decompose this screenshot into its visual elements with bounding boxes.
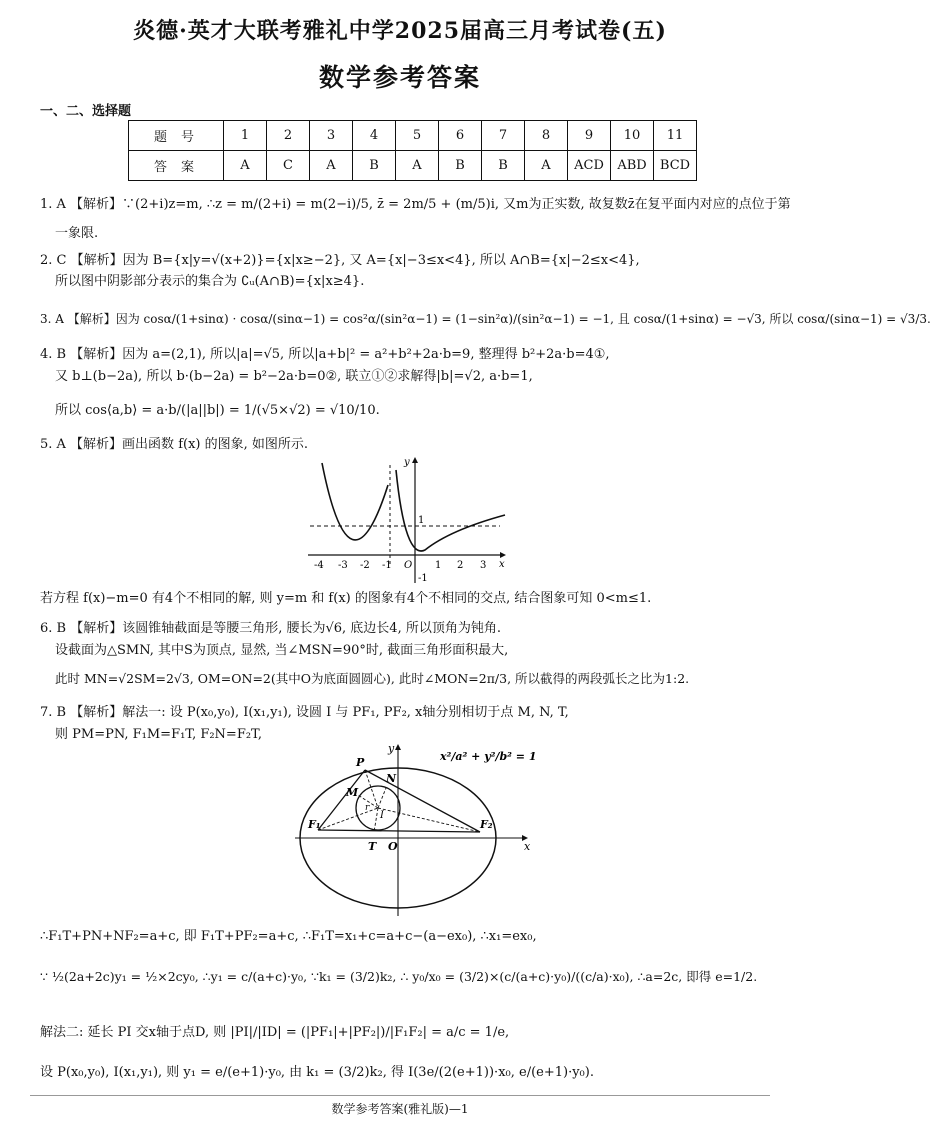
answer-cell: ABD xyxy=(611,151,654,181)
point-label-f2: F₂ xyxy=(480,818,493,831)
document-subtitle: 数学参考答案 xyxy=(318,63,481,92)
radius-to-t xyxy=(374,808,378,832)
curve-left-branch xyxy=(322,463,388,540)
answer-cell: B xyxy=(439,151,482,181)
x-tick-label: -2 xyxy=(360,560,370,571)
x-axis-arrow xyxy=(500,552,506,558)
solution-3-line-1: 3. A 【解析】因为 cosα/(1+sinα) · cosα/(sinα−1) = cos²α/(sin²α−1) = (1−sin²α)/(sin²α−1) = −1, 且 cosα/(1+sinα) = −√3, 所以 cosα/(sinα−1) = √3/3. xyxy=(40,312,931,326)
section-heading: 一、二、选择题 xyxy=(40,104,132,119)
origin-label: O xyxy=(404,560,413,571)
solution-5-line-2: 若方程 f(x)−m=0 有4个不相同的解, 则 y=m 和 f(x) 的图象有4个不相同的交点, 结合图象可知 0<m≤1. xyxy=(40,591,652,606)
solution-4-line-3: 所以 cos⟨a,b⟩ = a·b/(|a||b|) = 1/(√5×√2) = √10/10. xyxy=(55,403,380,418)
x-axis-label: x xyxy=(524,840,531,853)
number-cell: 7 xyxy=(482,121,525,151)
x-tick-label: -4 xyxy=(314,560,324,571)
document-title: 炎德·英才大联考雅礼中学2025届高三月考试卷(五) xyxy=(133,18,667,44)
y-axis-label: y xyxy=(404,457,410,468)
solution-6-line-2: 设截面为△SMN, 其中S为顶点, 显然, 当∠MSN=90°时, 截面三角形面积最大, xyxy=(55,643,509,658)
number-cell: 2 xyxy=(267,121,310,151)
point-label-m: M xyxy=(346,786,359,799)
number-cell: 5 xyxy=(396,121,439,151)
solution-6-line-3: 此时 MN=√2SM=2√3, OM=ON=2(其中O为底面圆圆心), 此时∠MON=2π/3, 所以截得的两段弧长之比为1:2. xyxy=(55,671,690,686)
y-tick-label: -1 xyxy=(418,573,428,584)
number-cell: 1 xyxy=(224,121,267,151)
y-axis-arrow xyxy=(395,744,401,750)
curve-right-branch xyxy=(396,470,505,551)
solution-4-line-2: 又 b⊥(b−2a), 所以 b·(b−2a) = b²−2a·b=0②, 联立①②求解得|b|=√2, a·b=1, xyxy=(55,369,533,384)
solution-1-line-2: 一象限. xyxy=(55,226,99,241)
table-answer-header-cell: 答案 xyxy=(129,151,224,181)
number-cell: 11 xyxy=(654,121,697,151)
solution-5-line-1: 5. A 【解析】画出函数 f(x) 的图象, 如图所示. xyxy=(40,437,309,452)
point-label-n: N xyxy=(386,772,397,785)
solution-7-line-2: 则 PM=PN, F₁M=F₁T, F₂N=F₂T, xyxy=(55,727,262,742)
segment-f1f2 xyxy=(318,830,480,832)
point-label-o: O xyxy=(388,840,398,853)
point-label-f1: F₁ xyxy=(308,818,321,831)
answer-cell: A xyxy=(525,151,568,181)
answer-cell: B xyxy=(482,151,525,181)
segment-if2 xyxy=(378,808,480,832)
point-label-p: P xyxy=(356,756,365,769)
solution-4-line-1: 4. B 【解析】因为 a=(2,1), 所以|a|=√5, 所以|a+b|² = a²+b²+2a·b=9, 整理得 b²+2a·b=4①, xyxy=(40,347,610,362)
answer-cell: A xyxy=(224,151,267,181)
answer-cell: ACD xyxy=(568,151,611,181)
answer-table xyxy=(128,120,697,181)
number-cell: 10 xyxy=(611,121,654,151)
segment-pf2 xyxy=(365,770,480,832)
y-axis-label: y xyxy=(388,742,395,755)
radius-to-n xyxy=(378,788,386,808)
number-cell: 8 xyxy=(525,121,568,151)
x-tick-label: -3 xyxy=(338,560,348,571)
page-footer: 数学参考答案(雅礼版)—1 xyxy=(331,1102,469,1116)
solution-7-line-5: 解法二: 延长 PI 交x轴于点D, 则 |PI|/|ID| = (|PF₁|+|PF₂|)/|F₁F₂| = a/c = 1/e, xyxy=(40,1025,510,1040)
ellipse-equation: x²/a² + y²/b² = 1 xyxy=(440,750,537,763)
x-tick-label: 1 xyxy=(435,560,442,571)
number-cell: 9 xyxy=(568,121,611,151)
solution-7-line-4: ∵ ½(2a+2c)y₁ = ½×2cy₀, ∴y₁ = c/(a+c)·y₀, ∵k₁ = (3/2)k₂, ∴ y₀/x₀ = (3/2)×(c/(a+c)·y₀)/((c/a)·x₀), ∴a=2c, 即得 e=1/2. xyxy=(40,969,758,984)
table-header-cell: 题号 xyxy=(129,121,224,151)
solution-7-line-6: 设 P(x₀,y₀), I(x₁,y₁), 则 y₁ = e/(e+1)·y₀, 由 k₁ = (3/2)k₂, 得 I(3e/(2(e+1))·x₀, e/(e+1)·y₀). xyxy=(40,1065,594,1080)
answer-cell: B xyxy=(353,151,396,181)
answer-cell: BCD xyxy=(654,151,697,181)
point-label-i: I xyxy=(380,810,384,821)
y-axis-arrow xyxy=(412,457,418,463)
x-tick-label: 3 xyxy=(480,560,487,571)
x-tick-label: -1 xyxy=(382,560,392,571)
y-tick-label: 1 xyxy=(418,515,425,526)
number-cell: 4 xyxy=(353,121,396,151)
answer-cell: C xyxy=(267,151,310,181)
solution-2-line-1: 2. C 【解析】因为 B={x|y=√(x+2)}={x|x≥−2}, 又 A={x|−3≤x<4}, 所以 A∩B={x|−2≤x<4}, xyxy=(40,253,640,268)
solution-1-line-1: 1. A 【解析】∵(2+i)z=m, ∴z = m/(2+i) = m(2−i)/5, z̄ = 2m/5 + (m/5)i, 又m为正实数, 故复数z̄在复平面内对应的点位于第 xyxy=(40,197,791,212)
solution-2-line-2: 所以图中阴影部分表示的集合为 ∁ᵤ(A∩B)={x|x≥4}. xyxy=(55,274,365,289)
number-cell: 3 xyxy=(310,121,353,151)
answer-table-number-row xyxy=(129,121,697,151)
point-label-t: T xyxy=(368,840,377,853)
solution-7-line-3: ∴F₁T+PN+NF₂=a+c, 即 F₁T+PF₂=a+c, ∴F₁T=x₁+c=a+c−(a−ex₀), ∴x₁=ex₀, xyxy=(40,929,537,944)
solution-6-line-1: 6. B 【解析】该圆锥轴截面是等腰三角形, 腰长为√6, 底边长4, 所以顶角为钝角. xyxy=(40,621,501,636)
x-tick-label: 2 xyxy=(457,560,464,571)
footer-divider xyxy=(30,1095,770,1096)
number-cell: 6 xyxy=(439,121,482,151)
ellipse-figure xyxy=(290,740,550,920)
radius-label: r xyxy=(365,803,370,813)
x-axis-label: x xyxy=(499,559,505,570)
function-graph-figure xyxy=(300,455,515,590)
answer-table-answer-row xyxy=(129,151,697,181)
answer-cell: A xyxy=(396,151,439,181)
answer-cell: A xyxy=(310,151,353,181)
solution-7-line-1: 7. B 【解析】解法一: 设 P(x₀,y₀), I(x₁,y₁), 设圆 I 与 PF₁, PF₂, x轴分别相切于点 M, N, T, xyxy=(40,705,569,720)
